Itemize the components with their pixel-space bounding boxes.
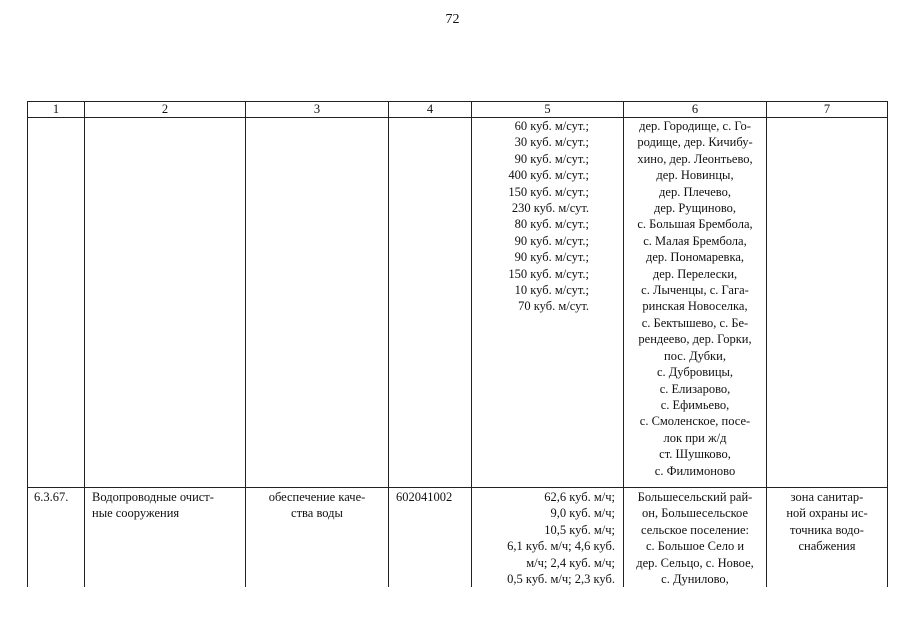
cell-location — [624, 118, 767, 488]
text-line: лок при ж/д — [663, 430, 727, 445]
text-line: 0,5 куб. м/ч; 2,3 куб. — [507, 572, 615, 587]
text-line: с. Дубровицы, — [656, 365, 734, 380]
text-line: точника водо- — [790, 522, 864, 537]
text-line: 60 куб. м/сут.; — [514, 119, 589, 133]
zone-description — [770, 489, 884, 555]
header-cell: 2 — [85, 102, 246, 118]
text-line: с. Бектышево, с. Бе- — [641, 315, 749, 330]
text-line: ной охраны ис- — [786, 506, 868, 521]
cell-capacity — [472, 488, 624, 588]
object-purpose — [249, 489, 385, 522]
text-line: Большесельский рай- — [637, 490, 753, 504]
text-line: 30 куб. м/сут.; — [514, 135, 589, 150]
text-line: 150 куб. м/сут.; — [508, 184, 589, 199]
text-line: с. Ефимьево, — [660, 397, 730, 412]
text-line: дер. Новинцы, — [656, 168, 734, 183]
text-line: дер. Пономаревка, — [645, 250, 745, 265]
cell-name — [85, 118, 246, 488]
text-line: 90 куб. м/сут.; — [514, 151, 589, 166]
text-line: ства воды — [291, 506, 343, 521]
location-list — [627, 489, 763, 587]
text-line: 400 куб. м/сут.; — [508, 168, 589, 183]
cell-purpose — [246, 488, 389, 588]
register-table — [27, 101, 888, 587]
row-number: 6.3.67. — [34, 490, 69, 504]
text-line: родище, дер. Кичибу- — [637, 135, 753, 150]
capacity-list — [475, 118, 589, 315]
location-list — [627, 118, 763, 479]
cell-name — [85, 488, 246, 588]
text-line: 230 куб. м/сут. — [511, 201, 589, 216]
text-line: ные сооружения — [92, 506, 180, 521]
text-line: Водопроводные очист- — [92, 490, 214, 504]
text-line: с. Лыченцы, с. Гага- — [641, 283, 749, 298]
text-line: 80 куб. м/сут.; — [514, 217, 589, 232]
text-line: с. Дунилово, — [661, 572, 729, 587]
text-line: 62,6 куб. м/ч; — [544, 490, 615, 504]
text-line: дер. Плечево, — [659, 184, 731, 199]
text-line: 9,0 куб. м/ч; — [550, 506, 615, 521]
header-cell: 6 — [624, 102, 767, 118]
text-line: 150 куб. м/сут.; — [508, 266, 589, 281]
text-line: 70 куб. м/сут. — [518, 299, 589, 314]
text-line: дер. Перелески, — [652, 266, 738, 281]
text-line: зона санитар- — [790, 490, 864, 504]
text-line: 10,5 куб. м/ч; — [544, 522, 615, 537]
header-cell: 7 — [767, 102, 888, 118]
text-line: хино, дер. Леонтьево, — [637, 151, 753, 166]
text-line: сельское поселение: — [641, 522, 749, 537]
text-line: 90 куб. м/сут.; — [514, 250, 589, 265]
cell-number — [28, 118, 85, 488]
text-line: он, Большесельское — [642, 506, 748, 521]
page-number: 72 — [445, 12, 460, 27]
text-line: 6,1 куб. м/ч; 4,6 куб. — [507, 539, 615, 554]
text-line: дер. Рущиново, — [653, 201, 737, 216]
text-line: обеспечение каче- — [268, 490, 366, 504]
text-line: ринская Новоселка, — [642, 299, 748, 314]
cell-number — [28, 488, 85, 588]
text-line: ст. Шушково, — [659, 447, 731, 462]
object-name — [92, 489, 242, 522]
object-code: 602041002 — [396, 490, 453, 504]
text-line: 10 куб. м/сут.; — [514, 283, 589, 298]
cell-capacity — [472, 118, 624, 488]
header-cell: 3 — [246, 102, 389, 118]
cell-purpose — [246, 118, 389, 488]
cell-code — [389, 118, 472, 488]
text-line: 90 куб. м/сут.; — [514, 233, 589, 248]
capacity-list — [475, 489, 615, 587]
text-line: с. Малая Брембола, — [643, 233, 747, 248]
text-line: с. Филимоново — [654, 463, 736, 478]
header-row — [28, 102, 888, 118]
cell-code — [389, 488, 472, 588]
text-line: пос. Дубки, — [664, 348, 726, 363]
text-line: с. Большое Село и — [645, 539, 745, 554]
cell-zone — [767, 118, 888, 488]
text-line: с. Смоленское, посе- — [639, 414, 751, 429]
header-cell: 4 — [389, 102, 472, 118]
text-line: с. Елизарово, — [659, 381, 731, 396]
text-line: снабжения — [798, 539, 856, 554]
table-row-continuation — [28, 118, 888, 488]
header-cell: 1 — [28, 102, 85, 118]
header-cell: 5 — [472, 102, 624, 118]
cell-location — [624, 488, 767, 588]
text-line: дер. Сельцо, с. Новое, — [636, 555, 754, 570]
text-line: м/ч; 2,4 куб. м/ч; — [526, 555, 615, 570]
text-line: дер. Городище, с. Го- — [639, 119, 751, 133]
text-line: рендеево, дер. Горки, — [638, 332, 752, 347]
table-row-6-3-67 — [28, 488, 888, 588]
cell-zone — [767, 488, 888, 588]
text-line: с. Большая Брембола, — [637, 217, 753, 232]
